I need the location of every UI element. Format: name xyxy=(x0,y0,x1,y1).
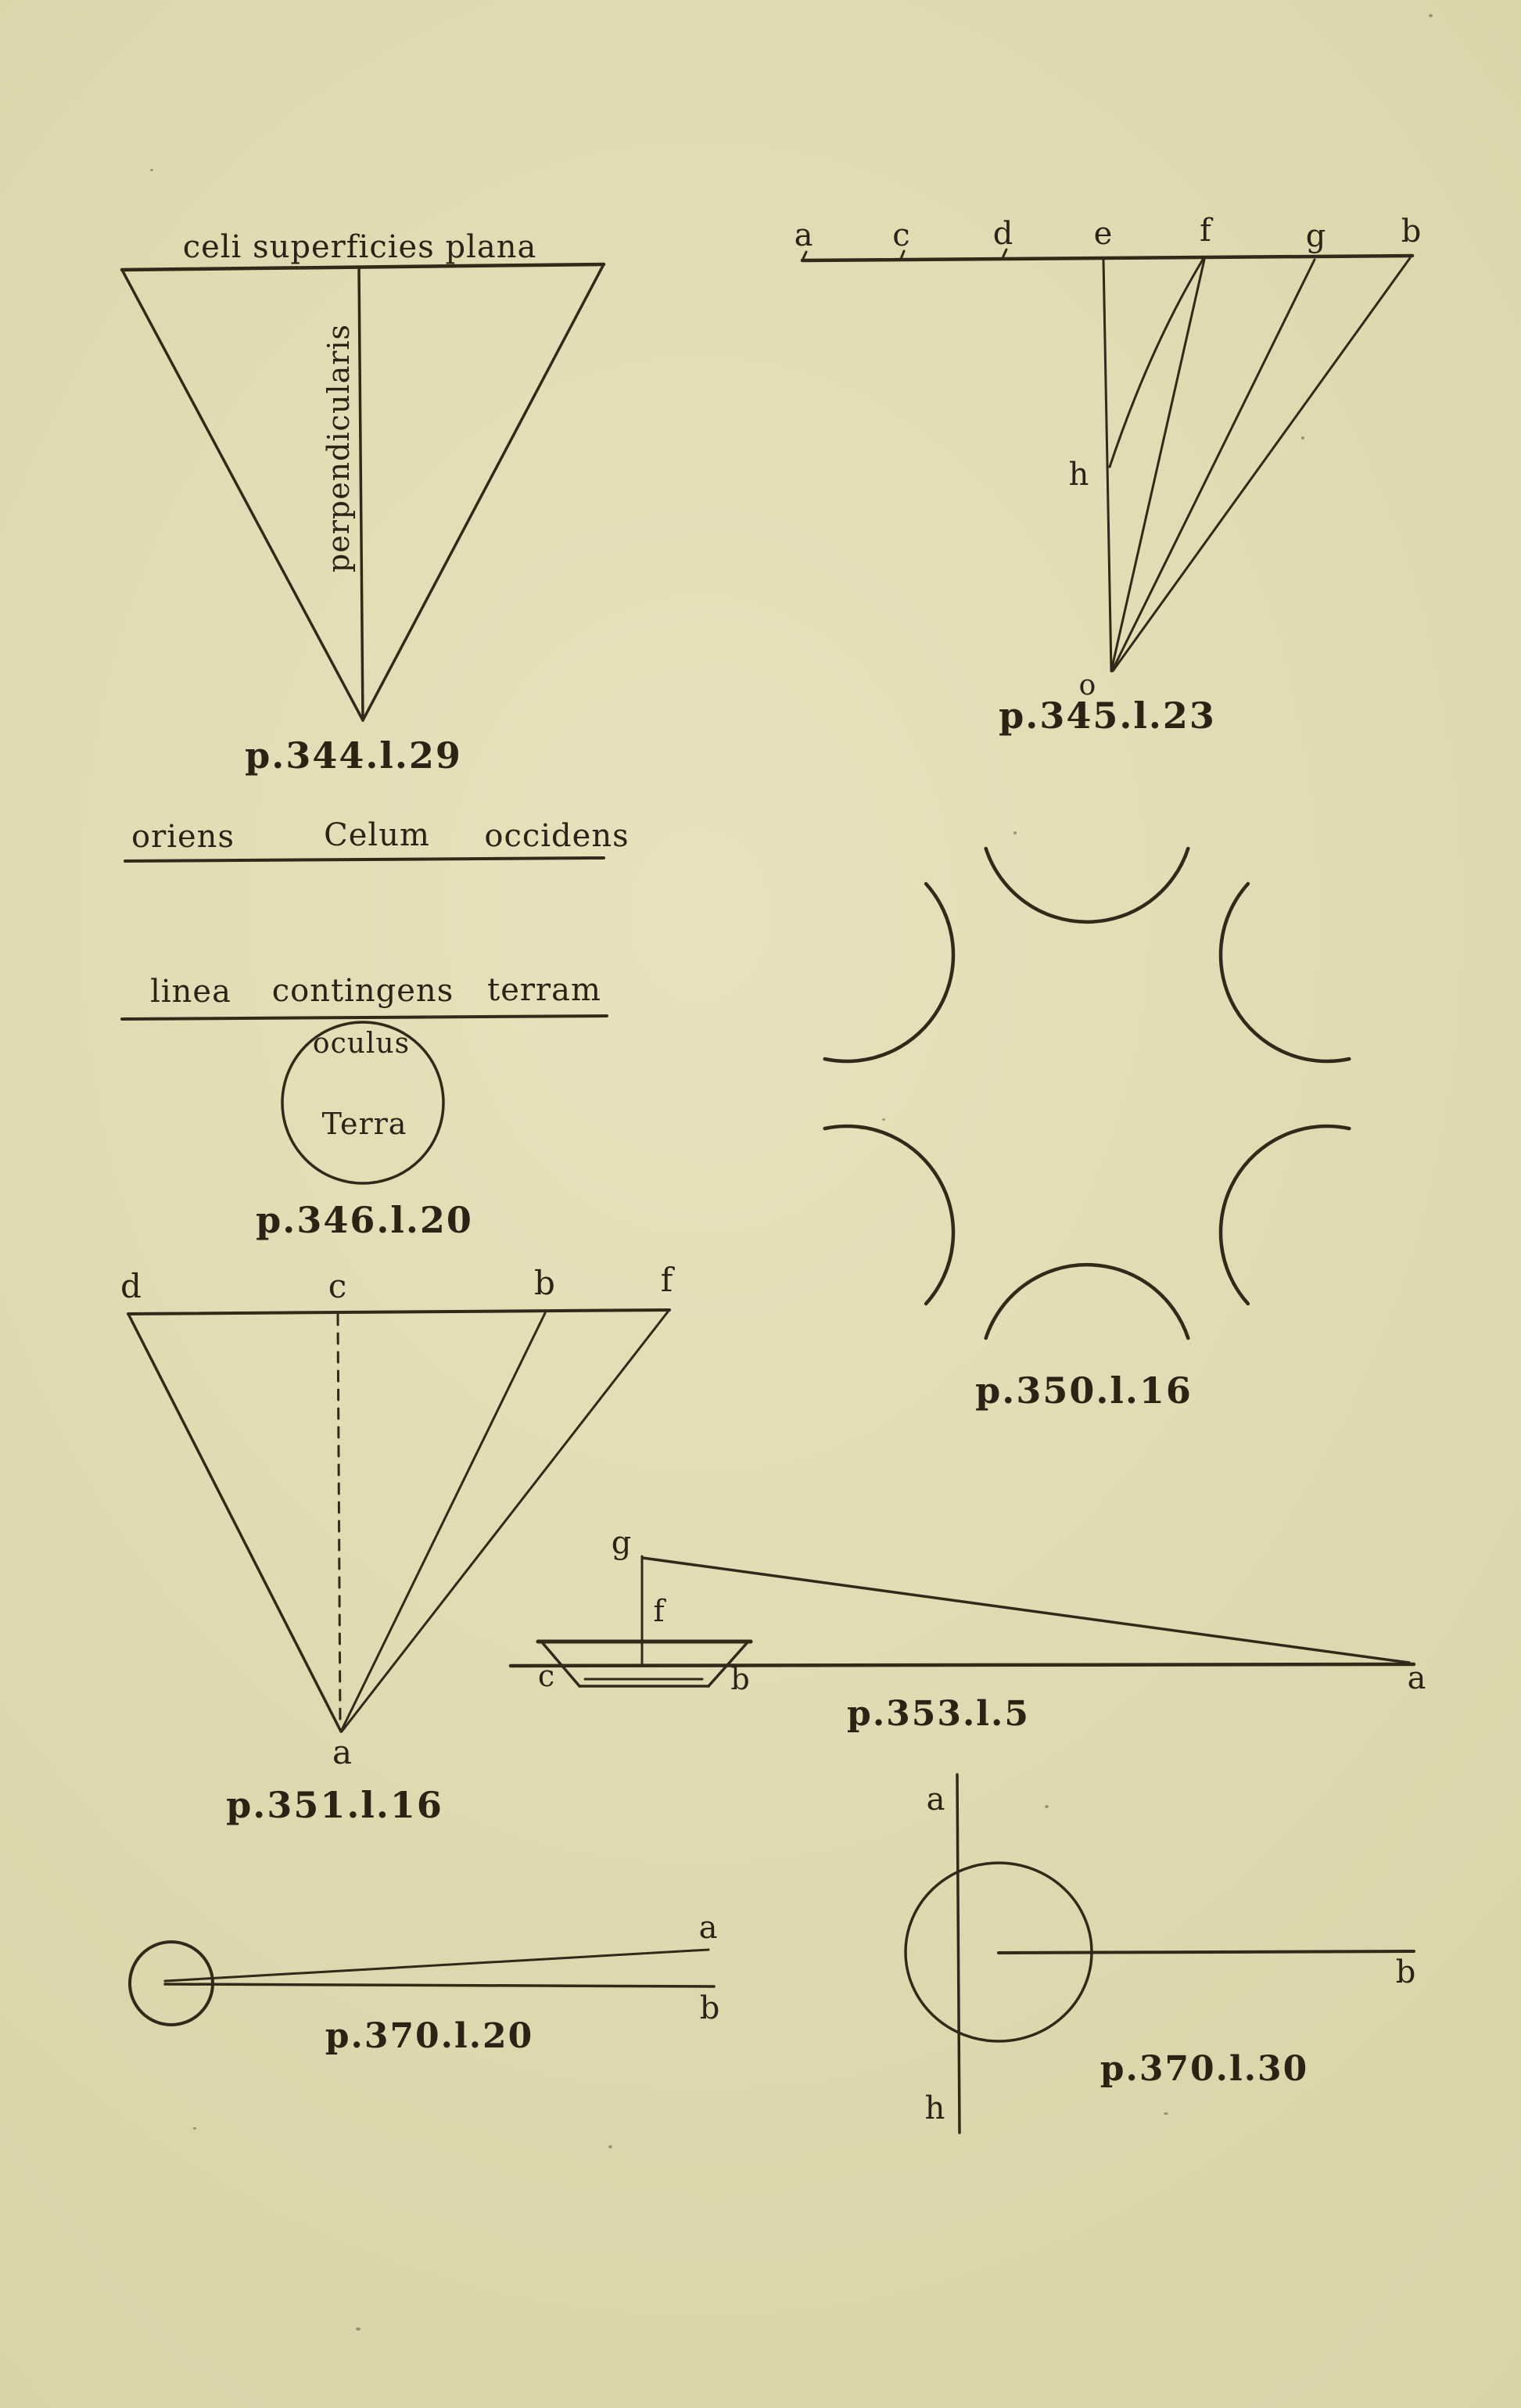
fig370b-point-h: h xyxy=(924,2090,946,2126)
paper-speck xyxy=(1429,14,1433,17)
paper-speck xyxy=(1013,831,1017,834)
fig351-triangle xyxy=(128,1310,669,1732)
fig344-perpendicular-line xyxy=(359,267,363,720)
paper-speck xyxy=(356,2327,361,2331)
fig370b-caption: p.370.l.30 xyxy=(1099,2049,1309,2089)
fig345-point-a: a xyxy=(794,217,814,253)
fig345-point-b: b xyxy=(1401,214,1422,249)
fig353-waterline xyxy=(511,1664,1414,1666)
fig346-word-contingens: contingens xyxy=(271,973,454,1009)
fig350-arc-lower-left xyxy=(825,1126,953,1304)
fig345-point-g: g xyxy=(1305,218,1327,254)
fig346-caption: p.346.l.20 xyxy=(256,1199,473,1241)
fig353-point-f: f xyxy=(653,1594,665,1628)
fig370a-rays xyxy=(130,1942,714,2025)
fig350-caption: p.350.l.16 xyxy=(975,1369,1193,1412)
fig350-arc-upper-right xyxy=(1221,884,1349,1061)
paper-speck xyxy=(1301,436,1304,440)
paper-speck xyxy=(193,2127,196,2130)
fig344-right-side xyxy=(363,264,604,720)
fig345-point-f: f xyxy=(1200,213,1212,249)
fig353-boat xyxy=(511,1556,1414,1686)
fig351-top-line xyxy=(128,1310,669,1314)
fig346-word-terra: Terra xyxy=(321,1107,407,1141)
fig351-line-f-a xyxy=(342,1311,669,1732)
fig370a-line-b xyxy=(165,1984,714,1986)
fig345-point-d: d xyxy=(992,216,1014,252)
fig350-arcs xyxy=(825,849,1350,1338)
fig350-arc-top xyxy=(986,849,1189,922)
fig344-triangle xyxy=(122,264,604,720)
fig345-caption: p.345.l.23 xyxy=(999,694,1216,737)
fig345-point-e: e xyxy=(1093,216,1114,252)
paper-speck xyxy=(608,2145,612,2148)
fig351-point-f: f xyxy=(660,1261,674,1299)
fig346-word-terram: terram xyxy=(487,972,601,1008)
fig353-point-b: b xyxy=(730,1662,751,1696)
paper-speck xyxy=(1045,1805,1049,1808)
fig350-arc-lower-right xyxy=(1221,1126,1349,1304)
fig350-arc-upper-left xyxy=(825,884,953,1061)
fig370a-point-a: a xyxy=(698,1910,719,1946)
fig370a-point-b: b xyxy=(699,1990,721,2026)
fig353-caption: p.353.l.5 xyxy=(847,1694,1030,1734)
fig351-point-a: a xyxy=(332,1733,353,1771)
fig351-point-b: b xyxy=(534,1264,556,1302)
fig370a-caption: p.370.l.20 xyxy=(325,2016,534,2056)
fig353-sight-line-g-a xyxy=(643,1558,1409,1663)
fig345-rays xyxy=(802,249,1412,671)
fig346-word-oculus: oculus xyxy=(312,1028,411,1060)
fig346-word-occidens: occidens xyxy=(484,818,630,854)
fig351-point-d: d xyxy=(120,1267,142,1305)
fig344-top-line xyxy=(122,264,604,270)
fig353-point-g: g xyxy=(611,1525,633,1561)
fig351-line-d-a xyxy=(128,1314,341,1732)
fig345-point-c: c xyxy=(892,217,911,253)
fig351-dashed-c-a xyxy=(338,1315,340,1723)
paper-speck xyxy=(1164,2112,1168,2115)
fig346-word-oriens: oriens xyxy=(131,819,235,855)
fig350-arc-bottom xyxy=(986,1265,1189,1338)
fig370a-line-a xyxy=(165,1950,708,1981)
fig351-line-b-a xyxy=(341,1313,545,1732)
paper-speck xyxy=(150,169,153,171)
fig344-vertical-label: perpendicularis xyxy=(321,323,356,573)
fig346-celum-line xyxy=(125,858,604,861)
fig345-line-g-o xyxy=(1112,260,1315,671)
paper-speck xyxy=(882,1118,885,1121)
fig345-point-h: h xyxy=(1068,457,1090,493)
fig346-terram-line xyxy=(122,1016,607,1019)
fig370b-radius-line-b xyxy=(999,1951,1414,1953)
fig370b-point-b: b xyxy=(1395,1954,1417,1990)
fig353-point-a: a xyxy=(1407,1660,1427,1696)
fig344-top-label: celi superficies plana xyxy=(182,229,537,265)
fig345-point-o: o xyxy=(1078,669,1097,702)
fig344-caption: p.344.l.29 xyxy=(245,734,462,777)
fig351-caption: p.351.l.16 xyxy=(226,1784,443,1826)
fig370b-vertical-line-a-h xyxy=(957,1775,960,2133)
fig346-word-celum: Celum xyxy=(324,817,430,853)
fig353-point-c: c xyxy=(537,1659,556,1693)
fig346-word-linea: linea xyxy=(150,974,231,1010)
fig345-baseline xyxy=(802,256,1412,260)
fig370b-point-a: a xyxy=(926,1782,946,1818)
fig351-point-c: c xyxy=(328,1267,348,1305)
fig345-line-f-h xyxy=(1110,260,1203,467)
